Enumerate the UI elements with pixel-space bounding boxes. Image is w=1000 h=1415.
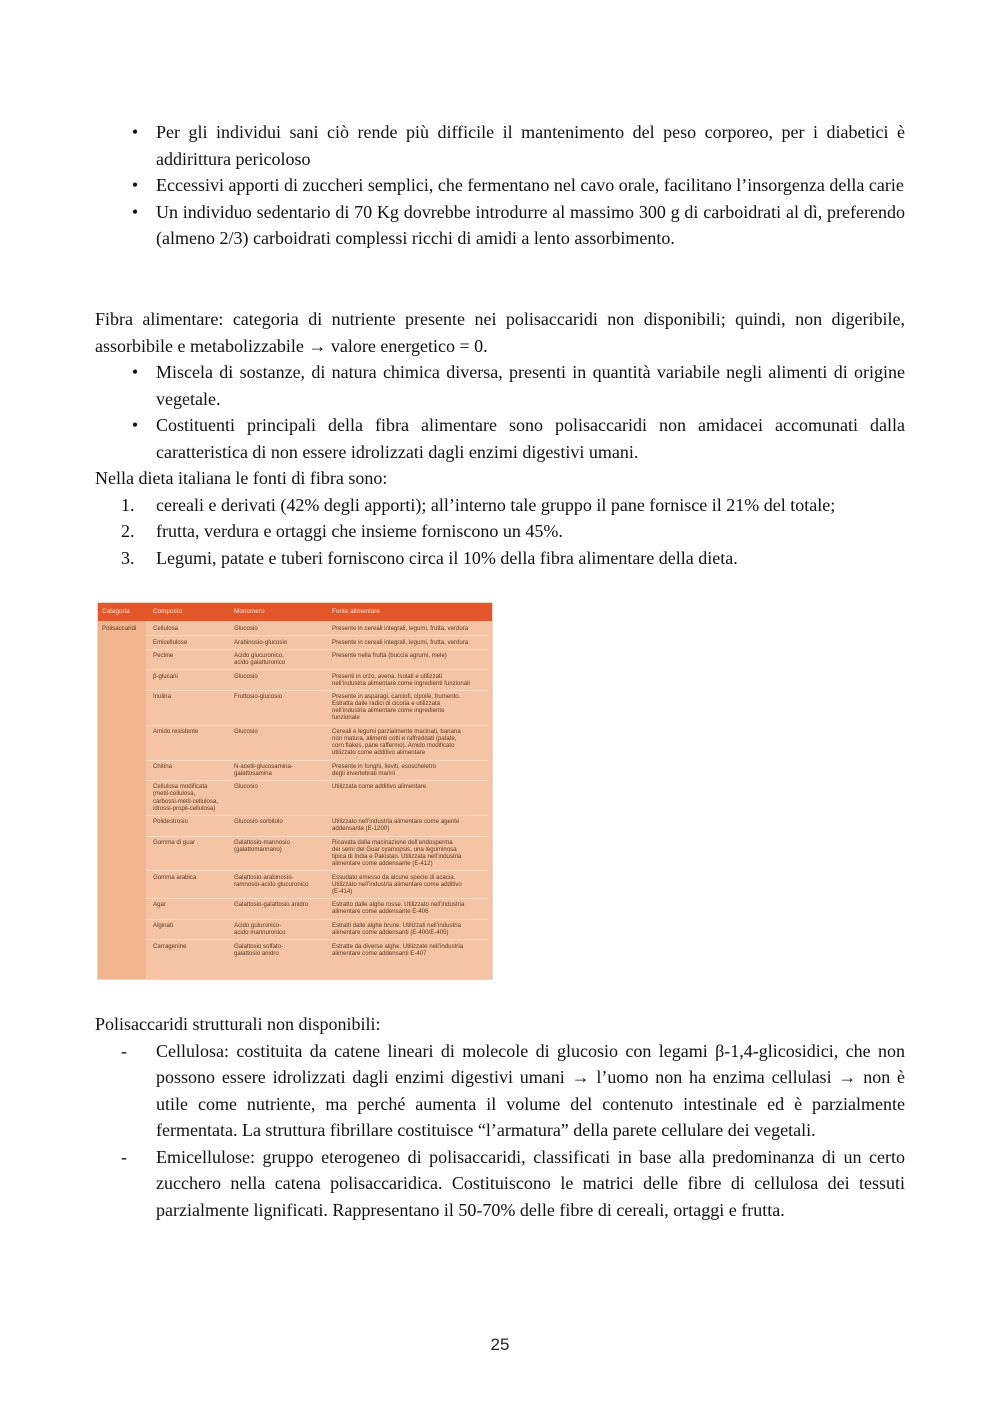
- list-item: [95, 518, 905, 545]
- list-item-text: Eccessivi apporti di zuccheri semplici, che fermentano nel cavo orale, facilitano l’insorgenza della carie: [156, 175, 904, 195]
- list-item: [95, 359, 905, 412]
- table-cell-line: Emicellulose: [153, 638, 188, 646]
- table-cell-composto: [153, 901, 166, 908]
- table-cell-line: alimentare come addensanti E-407: [332, 949, 427, 957]
- fiber-table-image: [98, 603, 492, 979]
- table-cell-monomero: [234, 693, 282, 700]
- table-header-composto: Composto: [153, 608, 183, 615]
- table-cell-line: Inulina: [153, 693, 171, 701]
- table-row-divider: [146, 690, 488, 691]
- table-cell-line: Utilizzato nell’industria alimentare come additivo: [332, 880, 462, 888]
- table-cell-fonte: [332, 839, 461, 867]
- table-cell-line: Presente in cereali integrali, legumi, frutta, verdura: [332, 638, 469, 646]
- list-item: [95, 199, 905, 252]
- table-cell-line: Presente in cereali integrali, legumi, frutta, verdura: [332, 625, 469, 632]
- table-cell-line: Estratto dalle alghe rosse. Utilizzato nell’industria: [332, 901, 465, 909]
- table-category-label: Polisaccaridi: [102, 625, 137, 632]
- table-cell-composto: [153, 652, 173, 659]
- table-cell-line: Amido resistente: [153, 728, 199, 735]
- table-cell-line: tipica di India e Pakistan. Utilizzata nell’industria: [332, 852, 462, 860]
- table-cell-line: Presente in asparagi, carciofi, cipolle, frumento.: [332, 693, 461, 701]
- table-cell-line: utilizzato come additivo alimentare: [332, 749, 426, 757]
- table-row-divider: [146, 836, 488, 837]
- table-row-divider: [146, 939, 488, 940]
- table-row-divider: [146, 725, 488, 726]
- table-cell-line: (E-414): [332, 887, 353, 895]
- list-item-text: Emicellulose: gruppo eterogeneo di polisaccaridi, classificati in base alla predominanza di un certo zucchero nella catena polisaccaridica. Costituiscono le matrici delle fibre di cellulosa dei tessuti parzialmente lignificati. Rappresentano il 50-70% delle fibre di cereali, ortaggi e frutta.: [156, 1146, 905, 1220]
- table-row-divider: [146, 649, 488, 650]
- list-item-text: cereali e derivati (42% degli apporti); all’interno tale gruppo il pane fornisce il 21% del totale;: [156, 494, 836, 515]
- list-item: [95, 545, 905, 572]
- table-cell-line: Acido guluronico-: [234, 921, 282, 929]
- table-cell-monomero: [234, 922, 286, 936]
- table-cell-line: funzionale: [332, 714, 360, 722]
- table-cell-line: Polidestrosio: [153, 818, 188, 826]
- table-cell-line: dei semi del Guar cyamopsis, una leguminosa: [332, 845, 457, 853]
- list-item-text: Costituenti principali della fibra alimentare sono polisaccaridi non amidacei accomunati dalla caratteristica di non essere idrolizzati dagli enzimi digestivi umani.: [156, 415, 905, 462]
- table-header-monomero: Monomero: [234, 608, 265, 615]
- table-cell-monomero: [234, 818, 283, 825]
- dash-marker: -: [121, 1040, 127, 1061]
- list-item-text: Miscela di sostanze, di natura chimica diversa, presenti in quantità variabile negli alimenti di origine vegetale.: [156, 362, 905, 409]
- list-number: 1.: [121, 494, 135, 515]
- list-number: 2.: [121, 521, 135, 541]
- table-cell-line: Glucosio: [234, 625, 258, 632]
- strutturali-section: [95, 1011, 905, 1223]
- table-cell-fonte: [332, 783, 426, 790]
- table-cell-line: Glucosio: [234, 783, 258, 791]
- table-cell-composto: [153, 783, 218, 811]
- fibra-bullet-list: [95, 359, 905, 465]
- table-cell-composto: [153, 818, 188, 825]
- table-cell-line: Galattosio-arabinosio-: [234, 873, 294, 881]
- table-cell-line: addensante (E-1200): [332, 825, 390, 833]
- table-cell-line: Galattosio solfato-: [234, 942, 284, 950]
- table-cell-composto: [153, 763, 172, 770]
- table-cell-line: Cellulosa: [153, 625, 179, 632]
- table-row-divider: [146, 760, 488, 761]
- strutturali-intro-paragraph: Polisaccaridi strutturali non disponibili:: [95, 1014, 381, 1034]
- table-cell-line: Estratte da diverse alghe. Utilizzate nell’industria: [332, 942, 464, 950]
- table-header-fonte: Fonte alimentare: [332, 608, 380, 615]
- table-cell-monomero: [234, 639, 287, 646]
- table-cell-line: N-acetil-glucosamina-: [234, 762, 293, 770]
- table-cell-composto: [153, 639, 187, 646]
- table-cell-composto: [153, 839, 195, 846]
- list-item-text: Cellulosa: costituita da catene lineari di molecole di glucosio con legami β-1,4-glicosidici, che non possono essere idrolizzati dagli enzimi digestivi umani → l’uomo non ha enzima cellulasi → non è utile come nutriente, ma perché aumenta il volume del contenuto intestinale ed è parzialmente fermentata. La struttura fibrillare costituisce “l’armatura” della parete cellulare dei vegetali.: [156, 1040, 905, 1140]
- table-cell-composto: [153, 625, 178, 632]
- table-cell-line: Arabinosio-glucosio: [234, 638, 288, 646]
- table-cell-line: Estratta dalle radici di cicoria e utilizzata: [332, 700, 441, 708]
- table-cell-composto: [153, 693, 171, 700]
- table-cell-fonte: [332, 943, 463, 957]
- table-cell-monomero: [234, 728, 258, 735]
- list-item: [95, 172, 905, 199]
- table-cell-line: Presente nella frutta (buccia agrumi, mele): [332, 652, 447, 659]
- list-number: 3.: [121, 547, 135, 568]
- table-cell-line: alimentare come addensante (E-412): [332, 860, 433, 868]
- table-row-divider: [146, 669, 488, 670]
- bullet-marker: •: [131, 175, 139, 195]
- table-cell-line: alimentare come addensante E-406: [332, 908, 429, 916]
- table-cell-line: Pectine: [153, 652, 174, 659]
- bullet-marker: •: [131, 362, 139, 382]
- table-row-divider: [146, 870, 488, 871]
- table-cell-line: (galattomannano): [234, 845, 282, 853]
- table-header-categoria: Categoria: [102, 608, 130, 615]
- table-cell-line: nell’industria alimentare come ingredienti funzionali: [332, 679, 470, 687]
- table-cell-line: galattosamina: [234, 769, 272, 777]
- table-cell-line: Essudato emesso da alcune specie di acacia.: [332, 873, 456, 881]
- list-item: [95, 492, 905, 519]
- table-cell-monomero: [234, 625, 258, 632]
- list-item: [95, 1038, 905, 1144]
- table-cell-line: alimentare come addensanti (E-400/E-405): [332, 928, 449, 936]
- bullet-marker: •: [131, 415, 139, 435]
- table-cell-monomero: [234, 839, 290, 853]
- table-row-divider: [146, 898, 488, 899]
- table-cell-fonte: [332, 673, 470, 687]
- table-cell-composto: [153, 673, 178, 680]
- list-item: [95, 412, 905, 465]
- table-cell-fonte: [332, 639, 468, 646]
- table-cell-line: Cereali e legumi parzialmente macinati, banana: [332, 728, 461, 735]
- table-cell-line: (metil-cellulosa,: [153, 790, 196, 798]
- strutturali-dash-list: [95, 1038, 905, 1224]
- table-header-row: [98, 603, 492, 621]
- table-cell-line: Cellulosa modificata: [153, 783, 208, 791]
- table-cell-fonte: [332, 625, 468, 632]
- list-item: [95, 1144, 905, 1224]
- table-cell-line: carbossi-metil-cellulosa,: [153, 797, 219, 805]
- table-cell-line: Utilizzata come additivo alimentare: [332, 783, 427, 791]
- table-cell-monomero: [234, 763, 293, 777]
- table-cell-line: Agar: [153, 901, 166, 909]
- fonti-numbered-list: [95, 492, 905, 572]
- top-bullet-list: [95, 119, 905, 252]
- table-cell-line: galattosio anidro: [234, 949, 279, 957]
- bullet-marker: •: [131, 122, 139, 142]
- table-cell-composto: [153, 874, 196, 881]
- table-cell-line: acido mannuronico: [234, 928, 286, 936]
- table-cell-line: Glucosio-sorbitolo: [234, 818, 283, 826]
- list-item-text: Per gli individui sani ciò rende più difficile il mantenimento del peso corporeo, per i diabetici è addirittura pericoloso: [156, 122, 905, 169]
- list-item-text: frutta, verdura e ortaggi che insieme forniscono un 45%.: [156, 521, 563, 541]
- list-item-text: Legumi, patate e tuberi forniscono circa il 10% della fibra alimentare della dieta.: [156, 547, 738, 568]
- table-cell-fonte: [332, 652, 447, 659]
- fonti-intro-paragraph: Nella dieta italiana le fonti di fibra sono:: [95, 468, 388, 488]
- fibra-intro-paragraph: Fibra alimentare: categoria di nutriente presente nei polisaccaridi non disponibili; quindi, non digeribile, assorbibile e metabolizzabile → valore energetico = 0.: [95, 309, 905, 356]
- table-cell-line: Galattosio-galattosio anidro: [234, 901, 309, 909]
- table-cell-line: Glucosio: [234, 672, 258, 680]
- table-cell-monomero: [234, 673, 258, 680]
- table-cell-fonte: [332, 874, 462, 895]
- table-cell-line: Carragenine: [153, 942, 187, 950]
- table-cell-line: idrossi-propil-cellulosa): [153, 804, 216, 812]
- table-cell-line: Galattosio-mannosio: [234, 838, 290, 846]
- table-cell-monomero: [234, 652, 285, 666]
- table-cell-line: Estratti dalle alghe brune. Utilizzati nell’industria: [332, 921, 462, 929]
- table-cell-monomero: [234, 943, 283, 957]
- table-cell-line: β-glucani: [153, 672, 178, 680]
- table-cell-fonte: [332, 901, 464, 915]
- table-category-column: [98, 621, 146, 979]
- dash-marker: -: [121, 1146, 127, 1167]
- table-cell-line: corn flakes, pane raffermo). Amido modificato: [332, 742, 455, 750]
- table-row-divider: [146, 780, 488, 781]
- list-item: [95, 119, 905, 172]
- table-cell-composto: [153, 922, 173, 929]
- table-cell-line: degli invertebrati marini: [332, 769, 395, 777]
- table-cell-line: Fruttosio-glucosio: [234, 693, 283, 701]
- table-cell-line: Glucosio: [234, 728, 258, 735]
- table-cell-line: Chitina: [153, 762, 172, 770]
- table-cell-fonte: [332, 922, 461, 936]
- table-cell-line: non matura, alimenti cotti e raffreddati (patate,: [332, 735, 457, 743]
- table-row-divider: [146, 919, 488, 920]
- table-cell-line: Utilizzato nell’industria alimentare come agente: [332, 818, 460, 826]
- table-cell-composto: [153, 943, 187, 950]
- table-cell-line: Alginati: [153, 921, 173, 929]
- list-item-text: Un individuo sedentario di 70 Kg dovrebbe introdurre al massimo 300 g di carboidrati al dì, preferendo (almeno 2/3) carboidrati complessi ricchi di amidi a lento assorbimento.: [156, 201, 905, 248]
- bullet-marker: •: [131, 201, 139, 222]
- table-cell-monomero: [234, 874, 309, 888]
- fibra-section: [95, 306, 905, 571]
- table-row-divider: [146, 635, 488, 636]
- table-cell-line: Gomma arabica: [153, 873, 197, 881]
- table-cell-line: nell’industria alimentare come ingrediente: [332, 707, 445, 715]
- table-cell-line: ramnosio-acido glucuronico: [234, 880, 309, 888]
- top-bullet-section: [95, 119, 905, 252]
- table-cell-line: Acido glucuronico,: [234, 652, 284, 659]
- table-cell-fonte: [332, 693, 460, 721]
- table-cell-line: acido galatturonico: [234, 659, 286, 667]
- table-cell-line: Ricavata dalla macinazione dell’endosperma: [332, 838, 453, 846]
- table-cell-monomero: [234, 783, 258, 790]
- table-row-divider: [146, 815, 488, 816]
- table-cell-fonte: [332, 728, 461, 756]
- page-number: 25: [490, 1335, 510, 1354]
- table-cell-composto: [153, 728, 198, 735]
- table-cell-fonte: [332, 763, 436, 777]
- table-cell-line: Presente in funghi, lieviti, esoscheletro: [332, 762, 436, 770]
- table-cell-line: Gomma di guar: [153, 838, 195, 846]
- table-cell-monomero: [234, 901, 308, 908]
- table-cell-fonte: [332, 818, 459, 832]
- table-cell-line: Presenti in orzo, avena. Isolati e utilizzati: [332, 672, 443, 680]
